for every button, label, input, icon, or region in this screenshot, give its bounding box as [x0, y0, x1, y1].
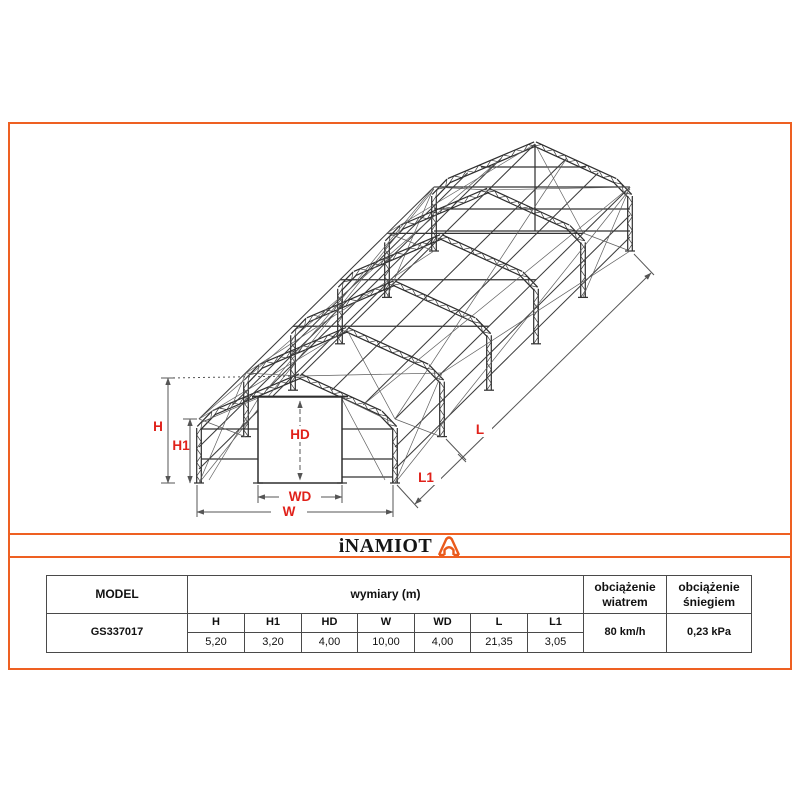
dim-value-cell: 4,00	[415, 633, 471, 653]
brand-bar	[8, 533, 792, 558]
dim-value-cell: 3,05	[528, 633, 584, 653]
tent-structure-diagram	[10, 124, 790, 533]
spec-panel	[8, 556, 792, 670]
dim-label-cell: WD	[415, 614, 471, 633]
dim-value-cell: 4,00	[302, 633, 358, 653]
dim-label-cell: HD	[302, 614, 358, 633]
dim-value-cell: 21,35	[471, 633, 528, 653]
dim-label-cell: L	[471, 614, 528, 633]
snow-header-cell: obciążenie śniegiem	[667, 576, 752, 614]
dimension-label-l1: L1	[418, 470, 434, 485]
dim-label-cell: H1	[245, 614, 302, 633]
spec-table	[46, 575, 752, 653]
dims-header-cell: wymiary (m)	[188, 576, 584, 614]
drawing-panel	[8, 122, 792, 535]
dim-value-cell: 10,00	[358, 633, 415, 653]
dimension-label-h: H	[153, 419, 163, 434]
wind-header-cell: obciążenie wiatrem	[584, 576, 667, 614]
logo-text: iNAMIOT	[338, 534, 433, 557]
wind-value-cell: 80 km/h	[584, 614, 667, 653]
dimension-label-l: L	[475, 422, 485, 437]
model-header-cell: MODEL	[47, 576, 188, 614]
dim-value-cell: 5,20	[188, 633, 245, 653]
dim-label-cell: L1	[528, 614, 584, 633]
model-value-cell: GS337017	[47, 614, 188, 653]
dim-value-cell: 3,20	[245, 633, 302, 653]
dimension-label-wd: WD	[288, 489, 312, 504]
snow-value-cell: 0,23 kPa	[667, 614, 752, 653]
dimension-label-h1: H1	[172, 438, 190, 453]
tent-icon	[437, 535, 461, 557]
dimension-label-hd: HD	[290, 427, 310, 442]
dimension-label-w: W	[282, 504, 296, 519]
dim-label-cell: W	[358, 614, 415, 633]
dim-label-cell: H	[188, 614, 245, 633]
truss-geometry	[161, 142, 654, 517]
logo	[339, 535, 462, 557]
